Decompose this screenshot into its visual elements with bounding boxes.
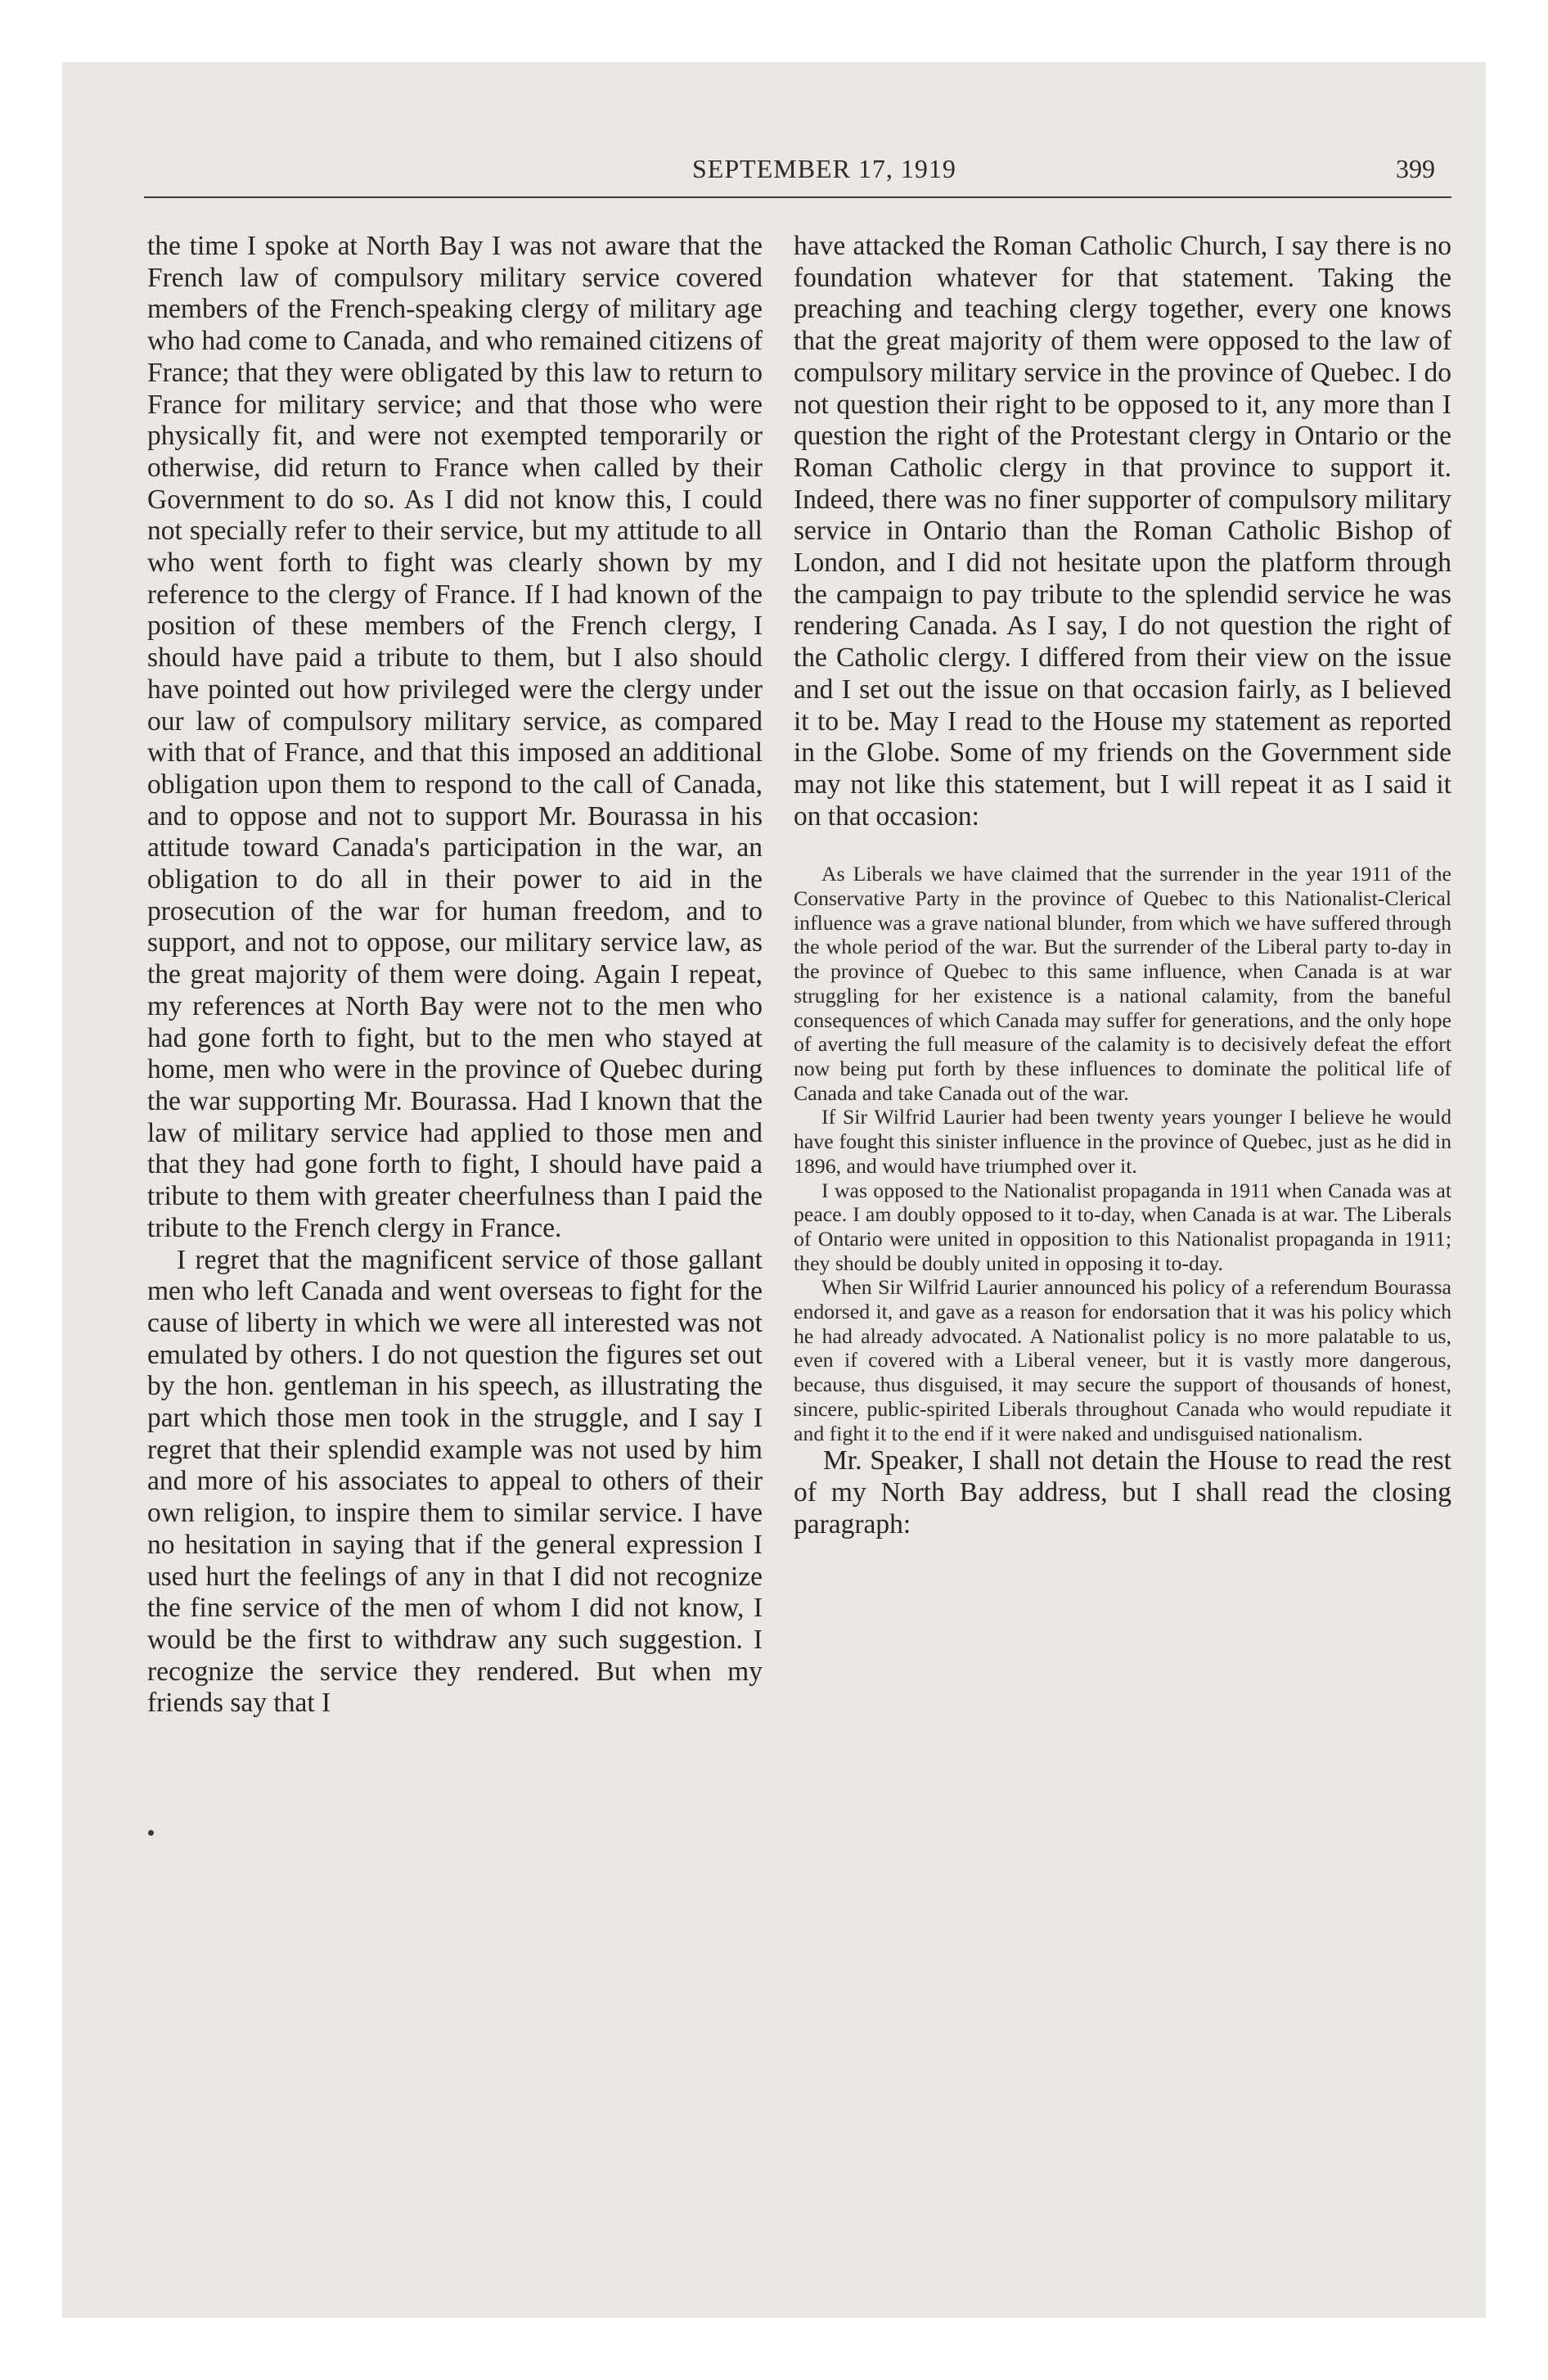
margin-dot	[148, 1830, 154, 1836]
left-paragraph-1: the time I spoke at North Bay I was not aware that the French law of compulsory military service covered members of the French-speaking clergy of military age who had come to Canada, and who remained citizens of France; that they were obligated by this law to return to France for military service; and that those who were physically fit, and were not exempted temporarily or otherwise, did return to France when called by their Government to do so. As I did not know this, I could not specially refer to their service, but my attitude to all who went forth to fight was clearly shown by my reference to the clergy of France. If I had known of the position of these members of the French clergy, I should have paid a tribute to them, but I also should have pointed out how privileged were the clergy under our law of compulsory military service, as compared with that of France, and that this imposed an additional obligation upon them to respond to the call of Canada, and to oppose and not to support Mr. Bourassa in his attitude toward Canada's participation in the war, an obligation to do all in their power to aid in the prosecution of the war for human freedom, and to support, and not to oppose, our military service law, as the great majority of them were doing. Again I repeat, my references at North Bay were not to the men who had gone forth to fight, but to the men who stayed at home, men who were in the province of Quebec during the war supporting Mr. Bourassa. Had I known that the law of military service had applied to those men and that they had gone forth to fight, I should have paid a tribute to them with greater cheerfulness than I paid the tribute to the French clergy in France.	[147, 231, 763, 1243]
quote-paragraph-2: If Sir Wilfrid Laurier had been twenty years younger I believe he would have fought this sinister influence in the province of Quebec, just as he did in 1896, and would have triumphed over it.	[794, 1105, 1451, 1178]
closing-paragraph: Mr. Speaker, I shall not detain the House to read the rest of my North Bay address, but I shall read the closing paragraph:	[794, 1445, 1451, 1539]
header-rule	[144, 196, 1451, 198]
page-number: 399	[1396, 154, 1435, 183]
right-column	[794, 231, 1451, 1540]
header-date: SEPTEMBER 17, 1919	[692, 154, 956, 183]
left-paragraph-2: I regret that the magnificent service of those gallant men who left Canada and went overseas to fight for the cause of liberty in which we were all interested was not emulated by others. I do not question the figures set out by the hon. gentleman in his speech, as illustrating the part which those men took in the struggle, and I say I regret that their splendid example was not used by him and more of his associates to appeal to others of their own religion, to inspire them to similar service. I have no hesitation in saying that if the general expression I used hurt the feelings of any in that I did not recognize the fine service of the men of whom I did not know, I would be the first to withdraw any such suggestion. I recognize the service they rendered. But when my friends say that I	[147, 1244, 763, 1719]
left-column	[147, 231, 763, 1720]
quote-paragraph-4: When Sir Wilfrid Laurier announced his policy of a referendum Bourassa endorsed it, and gave as a reason for endorsation that it was his policy which he had already advocated. A Nationalist policy is no more palatable to us, even if covered with a Liberal veneer, but it is vastly more dangerous, because, thus disguised, it may secure the support of thousands of honest, sincere, public-spirited Liberals throughout Canada who would repudiate it and fight it to the end if it were naked and undisguised nationalism.	[794, 1275, 1451, 1445]
right-paragraph-1: have attacked the Roman Catholic Church, I say there is no foundation whatever for that statement. Taking the preaching and teaching clergy together, every one knows that the great majority of them were opposed to the law of compulsory military service in the province of Quebec. I do not question their right to be opposed to it, any more than I question the right of the Protestant clergy in Ontario or the Roman Catholic clergy in that province to support it. Indeed, there was no finer supporter of compulsory military service in Ontario than the Roman Catholic Bishop of London, and I did not hesitate upon the platform through the campaign to pay tribute to the splendid service he was rendering Canada. As I say, I do not question the right of the Catholic clergy. I differed from their view on the issue and I set out the issue on that occasion fairly, as I believed it to be. May I read to the House my statement as reported in the Globe. Some of my friends on the Government side may not like this statement, but I will repeat it as I said it on that occasion:	[794, 231, 1451, 832]
quote-paragraph-1: As Liberals we have claimed that the surrender in the year 1911 of the Conservative Party in the province of Quebec to this Nationalist-Clerical influence was a grave national blunder, from which we have suffered through the whole period of the war. But the surrender of the Liberal party to-day in the province of Quebec to this same influence, when Canada is at war struggling for her existence is a national calamity, from the baneful consequences of which Canada may suffer for generations, and the only hope of averting the full measure of the calamity is to decisively defeat the effort now being put forth by these influences to dominate the political life of Canada and take Canada out of the war.	[794, 862, 1451, 1105]
quote-paragraph-3: I was opposed to the Nationalist propaganda in 1911 when Canada was at peace. I am doubly opposed to it to-day, when Canada is at war. The Liberals of Ontario were united in opposition to this Nationalist propaganda in 1911; they should be doubly united in opposing it to-day.	[794, 1178, 1451, 1275]
document-page	[62, 62, 1486, 2318]
page-header	[144, 154, 1453, 195]
quoted-statement	[794, 862, 1451, 1445]
